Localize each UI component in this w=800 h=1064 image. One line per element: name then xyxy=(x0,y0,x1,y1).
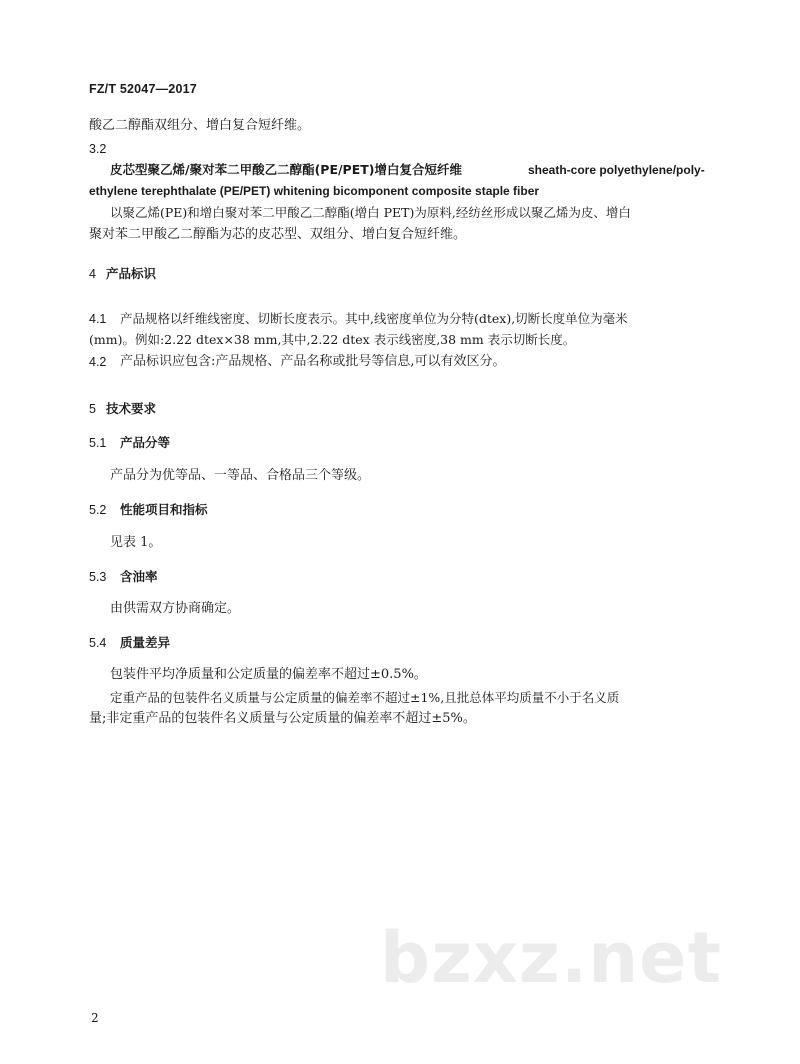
clause-5-4-title: 质量差异 xyxy=(120,635,171,650)
clause-5-1-title: 产品分等 xyxy=(120,435,171,450)
clause-5-3-number: 5.3 xyxy=(89,570,107,584)
clause-5-2-body: 见表 1。 xyxy=(110,535,162,550)
page-number: 2 xyxy=(91,1011,99,1025)
clause-5-4-body-2: 定重产品的包装件名义质量与公定质量的偏差率不超过±1%,且批总体平均质量不小于名义质 xyxy=(110,690,620,705)
clause-4-2-number: 4.2 xyxy=(89,355,107,369)
clause-5-2-number: 5.2 xyxy=(89,503,107,517)
standard-code-header: FZ/T 52047—2017 xyxy=(89,82,197,96)
clause-4-2-body: 产品标识应包含:产品规格、产品名称或批号等信息,可以有效区分。 xyxy=(120,354,506,369)
clause-3-2-body-1: 以聚乙烯(PE)和增白聚对苯二甲酸乙二醇酯(增白 PET)为原料,经纺丝形成以聚乙烯为皮、增白 xyxy=(110,205,631,220)
clause-5-1-number: 5.1 xyxy=(89,436,107,450)
clause-3-2-number: 3.2 xyxy=(89,142,107,156)
clause-5-1-body: 产品分为优等品、一等品、合格品三个等级。 xyxy=(110,468,371,483)
clause-5-4-number: 5.4 xyxy=(89,636,107,650)
clause-5-2-title: 性能项目和指标 xyxy=(120,502,208,517)
section-4-title: 产品标识 xyxy=(106,266,157,281)
clause-3-2-title-cn: 皮芯型聚乙烯/聚对苯二甲酸乙二醇酯(PE/PET)增白复合短纤维 xyxy=(110,162,462,177)
continuation-line: 酸乙二醇酯双组分、增白复合短纤维。 xyxy=(89,118,311,133)
watermark: bzxz.net xyxy=(380,917,723,999)
section-4-number: 4 xyxy=(89,267,96,281)
clause-4-1-body-1: 产品规格以纤维线密度、切断长度表示。其中,线密度单位为分特(dtex),切断长度单位为毫米 xyxy=(120,311,628,326)
section-5-number: 5 xyxy=(89,402,96,416)
clause-4-1-number: 4.1 xyxy=(89,312,107,326)
clause-5-4-body-1: 包装件平均净质量和公定质量的偏差率不超过±0.5%。 xyxy=(110,667,427,682)
clause-5-4-body-3: 量;非定重产品的包装件名义质量与公定质量的偏差率不超过±5%。 xyxy=(89,711,476,726)
clause-3-2-title-en-1: sheath-core polyethylene/poly- xyxy=(528,163,705,177)
clause-3-2-body-2: 聚对苯二甲酸乙二醇酯为芯的皮芯型、双组分、增白复合短纤维。 xyxy=(89,227,467,242)
clause-3-2-title-en-2: ethylene terephthalate (PE/PET) whitening bicomponent composite staple fiber xyxy=(89,184,540,198)
clause-5-3-title: 含油率 xyxy=(120,569,158,584)
clause-4-1-body-2: (mm)。例如:2.22 dtex×38 mm,其中,2.22 dtex 表示线密度,38 mm 表示切断长度。 xyxy=(89,332,576,347)
section-5-title: 技术要求 xyxy=(106,401,157,416)
clause-5-3-body: 由供需双方协商确定。 xyxy=(110,601,241,616)
